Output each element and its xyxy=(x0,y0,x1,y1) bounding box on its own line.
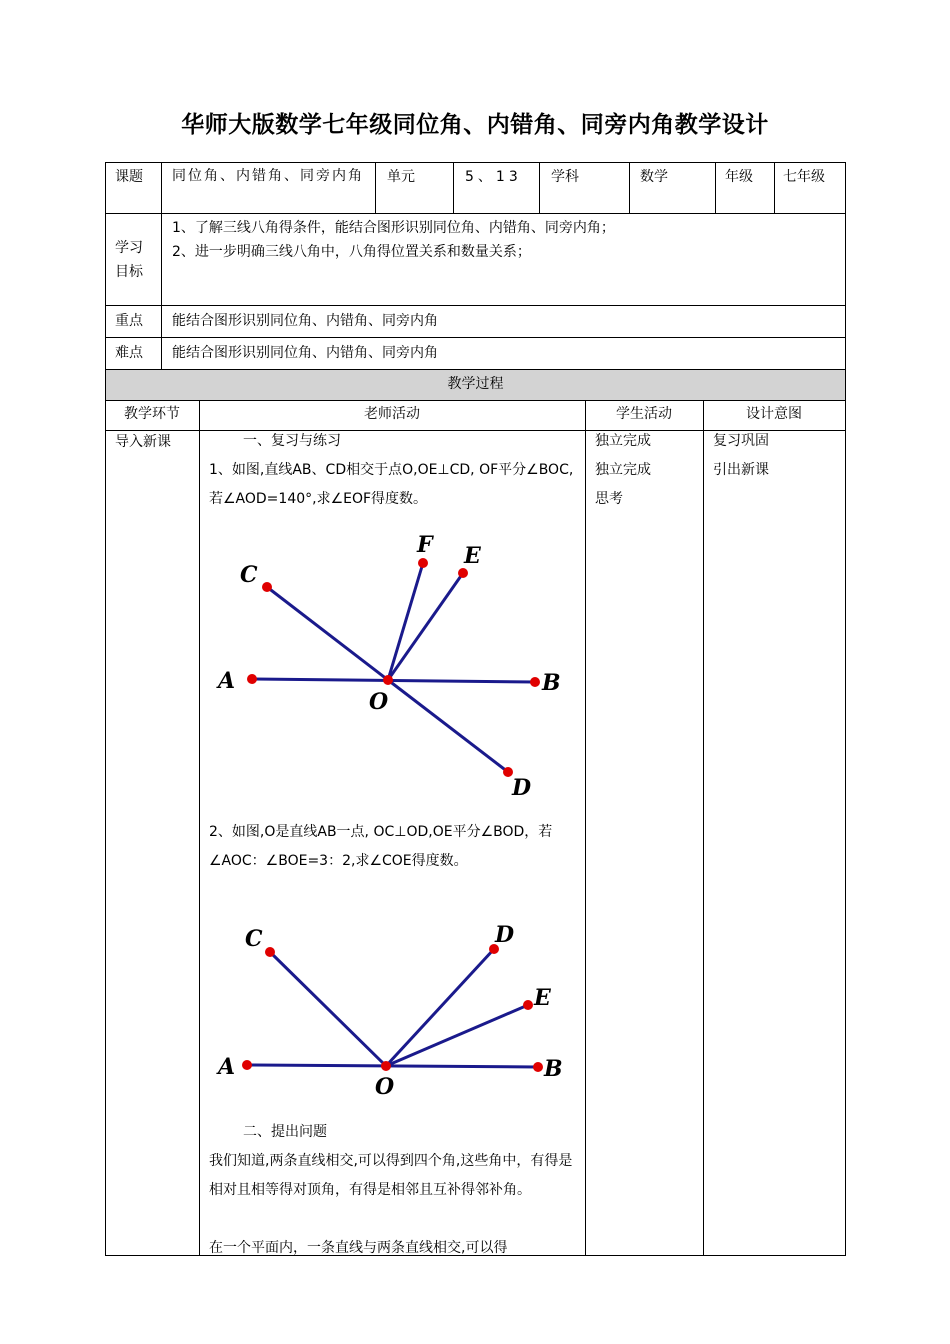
figure-1-drawing xyxy=(216,532,561,801)
design-intent-1: 复习巩固 xyxy=(713,433,769,449)
section-question-heading: 二、提出问题 xyxy=(243,1124,327,1140)
label-b: B xyxy=(542,670,561,696)
student-activity-3: 思考 xyxy=(595,491,623,507)
goal-item-2: 2、进一步明确三线八角中，八角得位置关系和数量关系； xyxy=(172,244,531,260)
stage-cell: 导入新课 xyxy=(115,434,171,450)
difficulty-value: 能结合图形识别同位角、内错角、同旁内角 xyxy=(172,345,438,361)
goal-item-1: 1、了解三线八角得条件，能结合图形识别同位角、内错角、同旁内角； xyxy=(172,220,615,236)
question-1: 1、如图,直线AB、CD相交于点O,OE⊥CD, OF平分∠BOC,若∠AOD=140°,求∠EOF得度数。 xyxy=(209,462,574,507)
point-c xyxy=(262,582,272,592)
student-activity-1: 独立完成 xyxy=(595,433,651,449)
unit-label: 单元 xyxy=(387,169,415,185)
col-header-teacher: 老师活动 xyxy=(364,406,420,422)
label-o: O xyxy=(375,1074,395,1100)
paragraph-2: 在一个平面内，一条直线与两条直线相交,可以得 xyxy=(209,1240,508,1256)
point-b xyxy=(533,1062,543,1072)
key-point-value: 能结合图形识别同位角、内错角、同旁内角 xyxy=(172,313,438,329)
section-review-heading: 一、复习与练习 xyxy=(243,433,341,449)
col-header-stage: 教学环节 xyxy=(124,406,180,422)
label-a: A xyxy=(218,1054,236,1080)
label-c: C xyxy=(245,926,263,952)
point-e xyxy=(458,568,468,578)
label-d: D xyxy=(512,775,532,801)
point-c xyxy=(265,947,275,957)
point-o xyxy=(381,1061,391,1071)
unit-value: 5、13 xyxy=(465,169,522,185)
point-a xyxy=(242,1060,252,1070)
subject-label: 学科 xyxy=(551,169,579,185)
point-f xyxy=(418,558,428,568)
grade-label: 年级 xyxy=(725,169,753,185)
grade-value: 七年级 xyxy=(783,169,825,185)
label-c: C xyxy=(240,562,258,588)
subject-value: 数学 xyxy=(640,169,668,185)
topic-label: 课题 xyxy=(115,169,143,185)
student-activity-2: 独立完成 xyxy=(595,462,651,478)
label-a: A xyxy=(218,668,236,694)
goals-label: 学习目标 xyxy=(115,240,143,280)
point-e xyxy=(523,1000,533,1010)
label-e: E xyxy=(464,543,481,569)
point-o xyxy=(383,675,393,685)
topic-value: 同位角、内错角、同旁内角 xyxy=(172,168,364,184)
figure-2-drawing xyxy=(216,922,563,1100)
difficulty-label: 难点 xyxy=(115,345,143,361)
design-intent-2: 引出新课 xyxy=(713,462,769,478)
key-point-label: 重点 xyxy=(115,313,143,329)
col-header-design: 设计意图 xyxy=(746,406,802,422)
col-header-student: 学生活动 xyxy=(616,406,672,422)
label-d: D xyxy=(495,922,515,948)
question-2: 2、如图,O是直线AB一点, OC⊥OD,OE平分∠BOD，若∠AOC：∠BOE=3：2,求∠COE得度数。 xyxy=(209,824,553,869)
point-a xyxy=(247,674,257,684)
paragraph-1: 我们知道,两条直线相交,可以得到四个角,这些角中，有得是相对且相等得对顶角，有得是相邻且互补得邻补角。 xyxy=(209,1153,573,1198)
process-header: 教学过程 xyxy=(447,376,504,392)
label-b: B xyxy=(544,1056,563,1082)
document-title: 华师大版数学七年级同位角、内错角、同旁内角教学设计 xyxy=(181,112,769,138)
label-o: O xyxy=(369,689,389,715)
point-b xyxy=(530,677,540,687)
label-f: F xyxy=(417,532,433,558)
label-e: E xyxy=(534,985,551,1011)
